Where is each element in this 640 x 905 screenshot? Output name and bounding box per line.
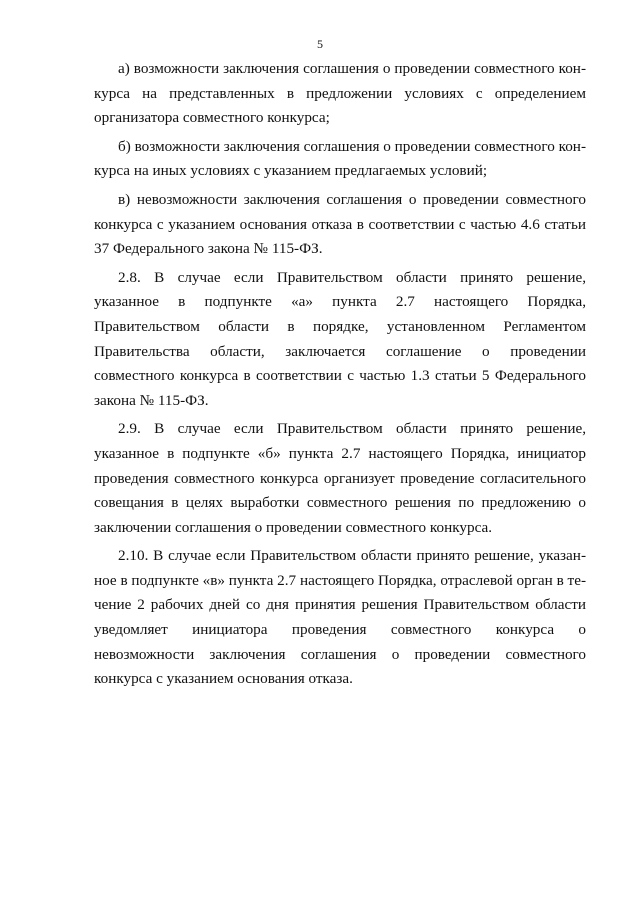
paragraph-subitem-v: в) невозможности заключения соглашения о проведении совместного конкурса с указанием основания отказа в соответствии с частью 4.6 статьи 37 Федерального закона № 115-ФЗ. (94, 190, 586, 258)
paragraph-subitem-b: б) возможности заключения соглашения о проведении совместного конкурса на иных условиях с указанием предлагаемых условий; (94, 137, 586, 180)
document-body (94, 57, 586, 692)
paragraph-clause-2-9: 2.9. В случае если Правительством области принято решение, указанное в подпункте «б» пункта 2.7 настоящего Порядка, инициатор проведения совместного конкурса организует проведение согласительного совещания в целях выработки совместного решения по предложению о заключении соглашения о проведении совместного конкурса. (94, 420, 586, 536)
page-number: 5 (317, 37, 323, 51)
paragraph-subitem-a: а) возможности заключения соглашения о проведении совместного конкурса на представленных в предложении условиях с определением организатора совместного конкурса; (94, 60, 586, 127)
paragraph-clause-2-10: 2.10. В случае если Правительством области принято решение, указанное в подпункте «в» пункта 2.7 настоящего Порядка, отраслевой орган в течение 2 рабочих дней со дня принятия решения Правительством области уведомляет инициатора проведения совместного конкурса о невозможности заключения соглашения о проведении совместного конкурса с указанием основания отказа. (94, 547, 587, 688)
paragraph-clause-2-8: 2.8. В случае если Правительством области принято решение, указанное в подпункте «а» пункта 2.7 настоящего Порядка, Правительством области в порядке, установленном Регламентом Правительства области, заключается соглашение о проведении совместного конкурса в соответствии с частью 1.3 статьи 5 Федерального закона № 115-ФЗ. (94, 268, 586, 409)
